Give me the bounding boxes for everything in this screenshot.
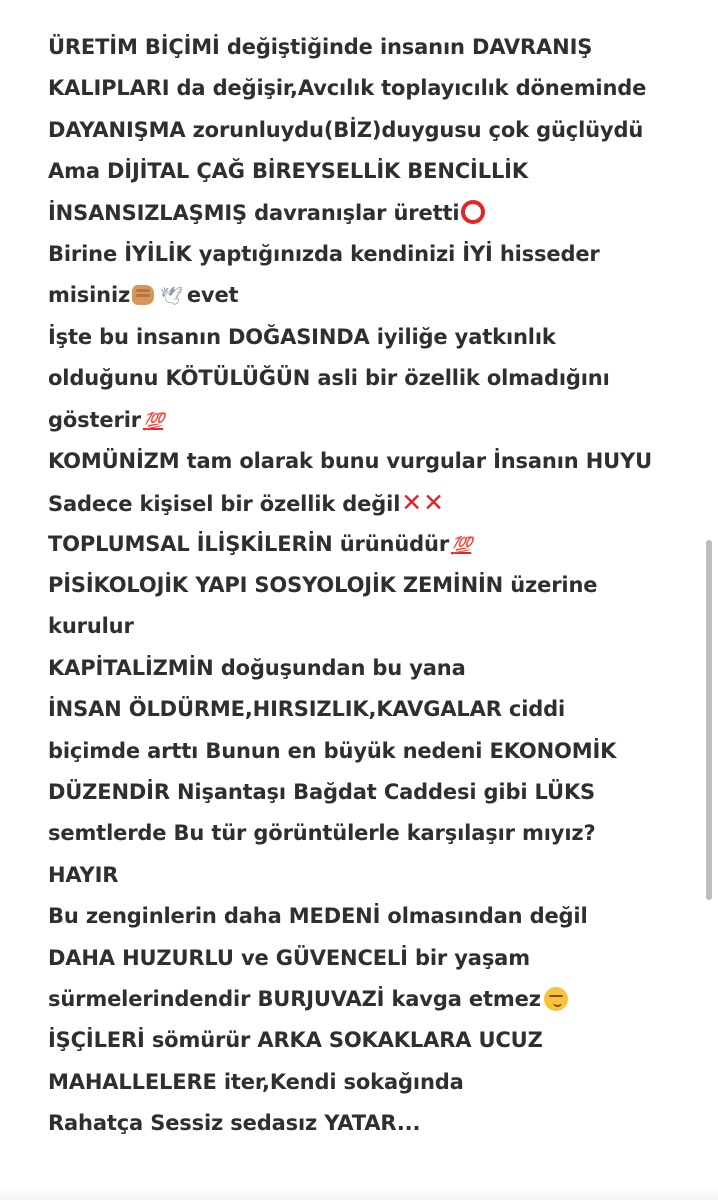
note-line-text: sürmelerindendir BURJUVAZİ kavga etmez [48, 986, 541, 1011]
note-line [48, 979, 698, 1020]
note-line-text: semtlerde Bu tür görüntülerle karşılaşır mıyız? [48, 821, 596, 846]
note-line [48, 565, 698, 606]
note-line [48, 731, 698, 772]
bottom-edge [0, 1186, 718, 1200]
fist-bump-icon [132, 285, 154, 305]
note-line-text: KOMÜNİZM tam olarak bunu vurgular İnsanın HUYU [48, 448, 652, 473]
note-line-text: Bu zenginlerin daha MEDENİ olmasından değil [48, 904, 588, 929]
dove-icon: 🕊 [160, 286, 183, 308]
note-body [48, 27, 698, 1145]
hundred-points-icon: 💯 [142, 411, 164, 432]
note-line-text: Birine İYİLİK yaptığınızda kendinizi İYİ hisseder [48, 241, 600, 266]
note-line [48, 772, 698, 813]
note-line-text: biçimde arttı Bunun en büyük nedeni EKONOMİK [48, 738, 617, 763]
hundred-points-icon: 💯 [451, 535, 472, 556]
note-line-text: DÜZENDİR Nişantaşı Bağdat Caddesi gibi LÜKS [48, 780, 596, 805]
vertical-scrollbar[interactable] [706, 540, 712, 900]
note-line [48, 441, 698, 482]
note-line [48, 1020, 698, 1061]
note-line-text: gösterir [48, 407, 141, 432]
note-line [48, 358, 698, 399]
note-line-text: kurulur [48, 614, 134, 639]
smirk-face-icon [544, 987, 568, 1011]
note-line-text: PİSİKOLOJİK YAPI SOSYOLOJİK ZEMİNİN üzerine [48, 573, 598, 598]
note-line-text: Sadece kişisel bir özellik değil [48, 492, 401, 517]
note-line-text: TOPLUMSAL İLİŞKİLERİN ürünüdür [48, 531, 450, 556]
note-line-text: KAPİTALİZMİN doğuşundan bu yana [48, 655, 466, 680]
note-line-text: İşte bu insanın DOĞASINDA iyiliğe yatkınlık [48, 324, 556, 349]
note-line [48, 482, 698, 523]
note-line [48, 606, 698, 647]
cross-mark-icon: ✕ [423, 488, 444, 518]
note-line-text: MAHALLELERE iter,Kendi sokağında [48, 1069, 464, 1094]
note-line [48, 193, 698, 234]
note-line [48, 27, 698, 68]
note-line [48, 813, 698, 854]
note-line [48, 234, 698, 275]
note-line-text: DAHA HUZURLU ve GÜVENCELİ bir yaşam [48, 945, 530, 970]
cross-mark-icon: ✕ [401, 488, 423, 518]
note-line-text: misiniz [48, 283, 131, 308]
note-line-text: evet [186, 283, 239, 308]
note-line [48, 689, 698, 730]
note-line [48, 317, 698, 358]
note-line [48, 648, 698, 689]
red-circle-icon [461, 200, 485, 224]
note-line-text: İŞÇİLERİ sömürür ARKA SOKAKLARA UCUZ [48, 1028, 543, 1053]
note-line-text: olduğunu KÖTÜLÜĞÜN asli bir özellik olmadığını [48, 366, 610, 391]
note-line [48, 1103, 698, 1144]
note-line [48, 275, 698, 316]
note-line-text: ÜRETİM BİÇİMİ değiştiğinde insanın DAVRANIŞ [48, 35, 593, 59]
note-line-text: KALIPLARI da değişir,Avcılık toplayıcılık döneminde [48, 76, 647, 101]
note-line [48, 896, 698, 937]
note-line [48, 855, 698, 896]
note-line [48, 524, 698, 565]
note-line-text: İNSANSIZLAŞMIŞ davranışlar üretti [48, 200, 460, 225]
note-line [48, 938, 698, 979]
note-line [48, 151, 698, 192]
note-line-text: Ama DİJİTAL ÇAĞ BİREYSELLİK BENCİLLİK [48, 159, 528, 184]
note-line [48, 1062, 698, 1103]
note-line-text: İNSAN ÖLDÜRME,HIRSIZLIK,KAVGALAR ciddi [48, 697, 566, 722]
note-line-text: HAYIR [48, 862, 119, 887]
note-line-text: DAYANIŞMA zorunluydu(BİZ)duygusu çok güçlüydü [48, 117, 644, 142]
note-line [48, 110, 698, 151]
note-line [48, 68, 698, 109]
note-line [48, 400, 698, 441]
note-line-text: Rahatça Sessiz sedasız YATAR... [48, 1111, 421, 1136]
